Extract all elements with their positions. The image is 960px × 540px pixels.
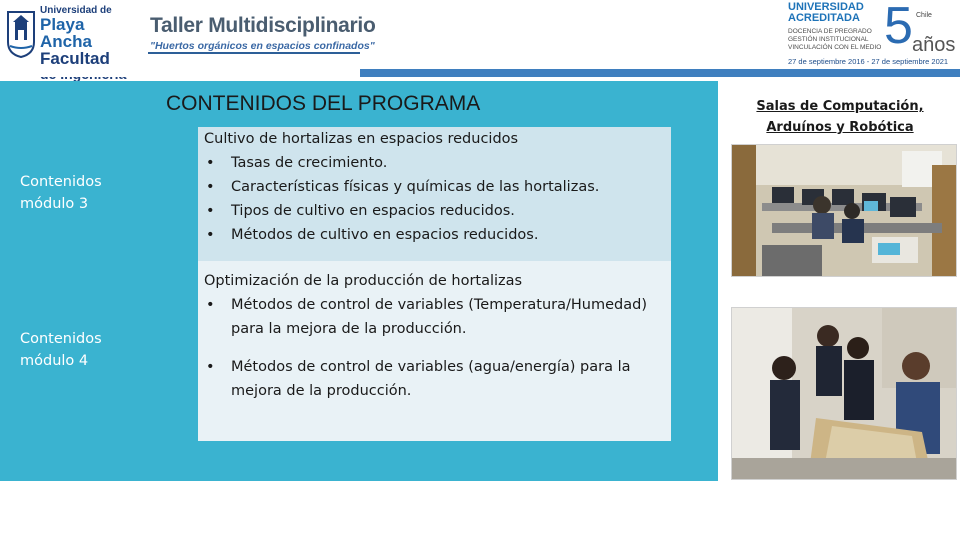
module-3-label-line-1: Contenidos: [20, 174, 102, 190]
logo-line-2: Playa Ancha: [40, 15, 92, 51]
program-contents-panel: [0, 81, 718, 481]
module-3-label-line-2: módulo 3: [20, 196, 89, 212]
list-item-text: Tipos de cultivo en espacios reducidos.: [231, 203, 515, 219]
computer-lab-image: [732, 145, 956, 276]
workshop-subtitle: "Huertos orgánicos en espacios confinados": [150, 40, 375, 52]
module-3-content-box: [198, 127, 671, 261]
header-band-dark: [360, 69, 960, 77]
workshop-header: [150, 14, 375, 52]
module-3-heading: Cultivo de hortalizas en espacios reducidos: [204, 131, 519, 147]
accreditation-years-number: 5: [884, 0, 913, 55]
students-image: [732, 308, 956, 479]
bullet-icon: •: [206, 155, 215, 171]
accreditation-line-2: ACREDITADA: [788, 12, 860, 24]
module-4-list: [198, 293, 671, 403]
labs-title: [734, 96, 946, 138]
page-title: CONTENIDOS DEL PROGRAMA: [166, 92, 481, 115]
header-underline: [148, 52, 360, 54]
list-item-text: Características físicas y químicas de las hortalizas.: [231, 179, 600, 195]
accreditation-dates: 27 de septiembre 2016 - 27 de septiembre 2021: [788, 57, 949, 66]
list-item: [198, 175, 671, 199]
bullet-icon: •: [206, 203, 215, 219]
logo-line-3: Facultad: [40, 49, 110, 68]
accreditation-logo: [788, 2, 958, 68]
accreditation-years-unit: años: [912, 34, 956, 56]
list-item-text: Métodos de control de variables (agua/energía) para la mejora de la producción.: [231, 359, 631, 399]
list-item-text: Tasas de crecimiento.: [231, 155, 388, 171]
university-logo: [6, 5, 132, 68]
workshop-title: Taller Multidisciplinario: [150, 14, 376, 37]
labs-title-line-2: Arduínos y Robótica: [766, 120, 914, 135]
accreditation-details: DOCENCIA DE PREGRADO GESTIÓN INSTITUCIONAL VINCULACIÓN CON EL MEDIO: [788, 28, 882, 51]
logo-line-1: Universidad de: [40, 5, 112, 16]
labs-title-line-1: Salas de Computación,: [756, 99, 924, 114]
students-photo: [731, 307, 957, 480]
list-item-text: Métodos de control de variables (Temperatura/Humedad) para la mejora de la producción.: [231, 297, 647, 337]
bullet-icon: •: [206, 179, 215, 195]
bullet-icon: •: [206, 359, 215, 375]
list-item: [198, 293, 671, 341]
list-item: [198, 223, 671, 247]
module-3-list: [198, 151, 671, 247]
accreditation-line-1: UNIVERSIDAD: [788, 1, 864, 13]
module-4-label-line-2: módulo 4: [20, 353, 89, 369]
header-band-light: [0, 69, 360, 77]
module-4-heading: Optimización de la producción de hortalizas: [204, 273, 523, 289]
list-item-text: Métodos de cultivo en espacios reducidos.: [231, 227, 539, 243]
module-4-label: [20, 328, 102, 372]
accreditation-agency: Chile: [916, 12, 932, 19]
module-3-label: [20, 171, 102, 215]
list-item: [198, 355, 671, 403]
list-item: [198, 151, 671, 175]
module-4-label-line-1: Contenidos: [20, 331, 102, 347]
bullet-icon: •: [206, 227, 215, 243]
university-shield-icon: [6, 8, 36, 58]
computer-lab-photo: [731, 144, 957, 277]
list-item: [198, 199, 671, 223]
module-4-content-box: [198, 261, 671, 441]
bullet-icon: •: [206, 297, 215, 313]
